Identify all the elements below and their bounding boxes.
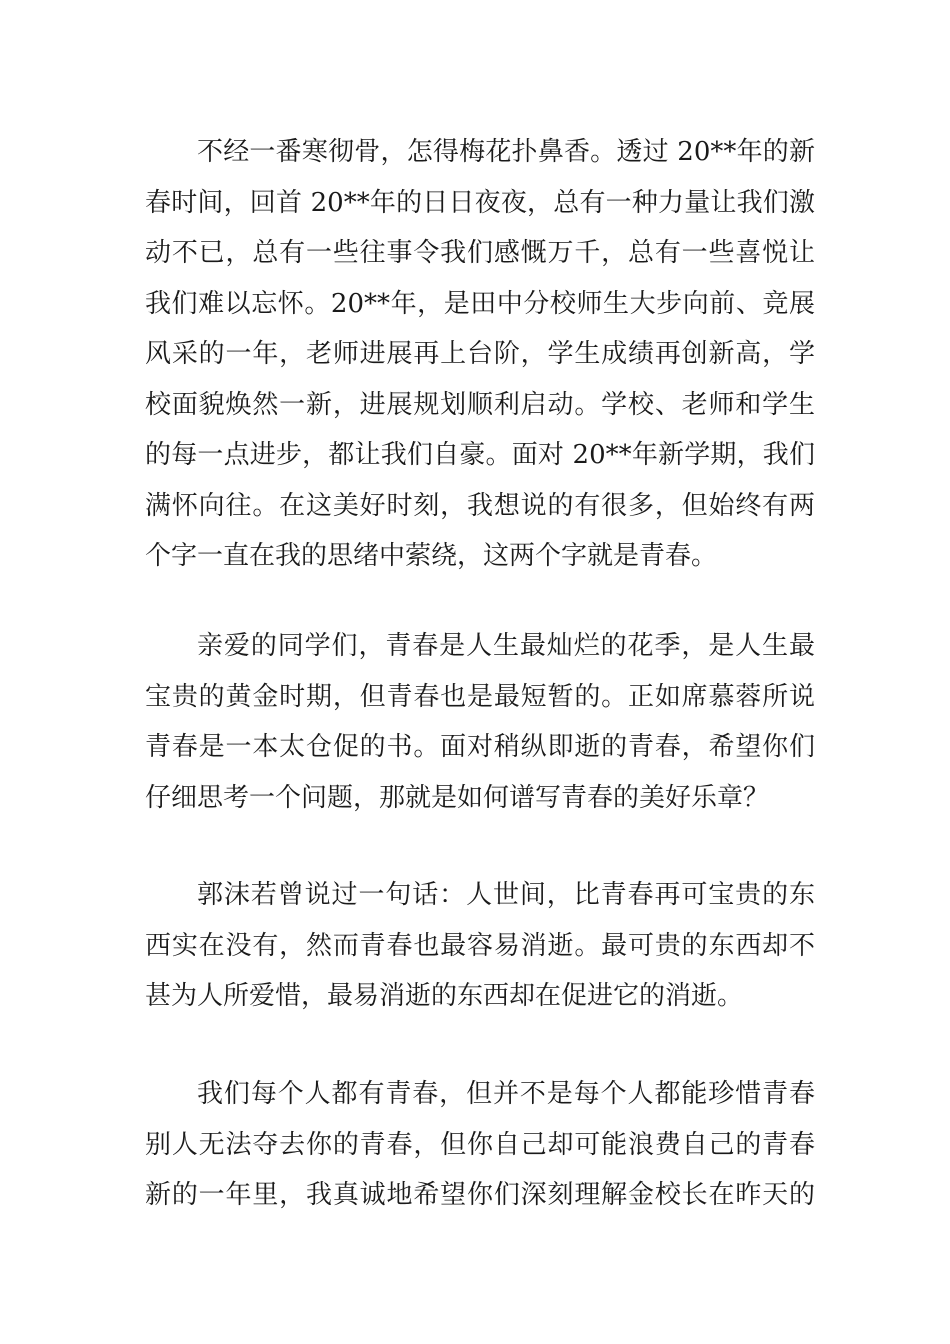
- text-line: 风采的一年，老师进展再上台阶，学生成绩再创新高，学: [145, 339, 815, 369]
- text-line: 新的一年里，我真诚地希望你们深刻理解金校长在昨天的: [145, 1180, 815, 1210]
- paragraph-3: [145, 870, 815, 1022]
- text-line: 别人无法夺去你的青春，但你自己却可能浪费自己的青春: [145, 1129, 815, 1160]
- text-line: 郭沫若曾说过一句话：人世间，比青春再可宝贵的东: [197, 880, 815, 910]
- text-line: 满怀向往。在这美好时刻，我想说的有很多，但始终有两: [145, 490, 815, 521]
- text-line: 我们每个人都有青春，但并不是每个人都能珍惜青春: [197, 1079, 815, 1109]
- text-line: 亲爱的同学们，青春是人生最灿烂的花季，是人生最: [197, 631, 815, 661]
- text-line: 不经一番寒彻骨，怎得梅花扑鼻香。透过 20**年的新: [197, 137, 815, 167]
- text-line: 校面貌焕然一新，进展规划顺利启动。学校、老师和学生: [145, 389, 815, 420]
- text-line: 的每一点进步，都让我们自豪。面对 20**年新学期，我们: [145, 440, 815, 470]
- text-line: 个字一直在我的思绪中萦绕，这两个字就是青春。: [145, 541, 718, 571]
- paragraph-2: [145, 621, 815, 823]
- text-line: 我们难以忘怀。20**年，是田中分校师生大步向前、竞展: [145, 288, 815, 319]
- text-line: 甚为人所爱惜，最易消逝的东西却在促进它的消逝。: [145, 981, 744, 1011]
- text-line: 动不已，总有一些往事令我们感慨万千，总有一些喜悦让: [145, 238, 815, 268]
- text-line: 春时间，回首 20**年的日日夜夜，总有一种力量让我们激: [145, 187, 815, 218]
- text-line: 宝贵的黄金时期，但青春也是最短暂的。正如席慕蓉所说: [145, 681, 815, 712]
- paragraph-4: [145, 1069, 815, 1221]
- text-line: 仔细思考一个问题，那就是如何谱写青春的美好乐章？: [145, 782, 770, 813]
- text-line: 西实在没有，然而青春也最容易消逝。最可贵的东西却不: [145, 930, 815, 961]
- text-line: 青春是一本太仓促的书。面对稍纵即逝的青春，希望你们: [145, 732, 815, 762]
- paragraph-1: [145, 127, 815, 582]
